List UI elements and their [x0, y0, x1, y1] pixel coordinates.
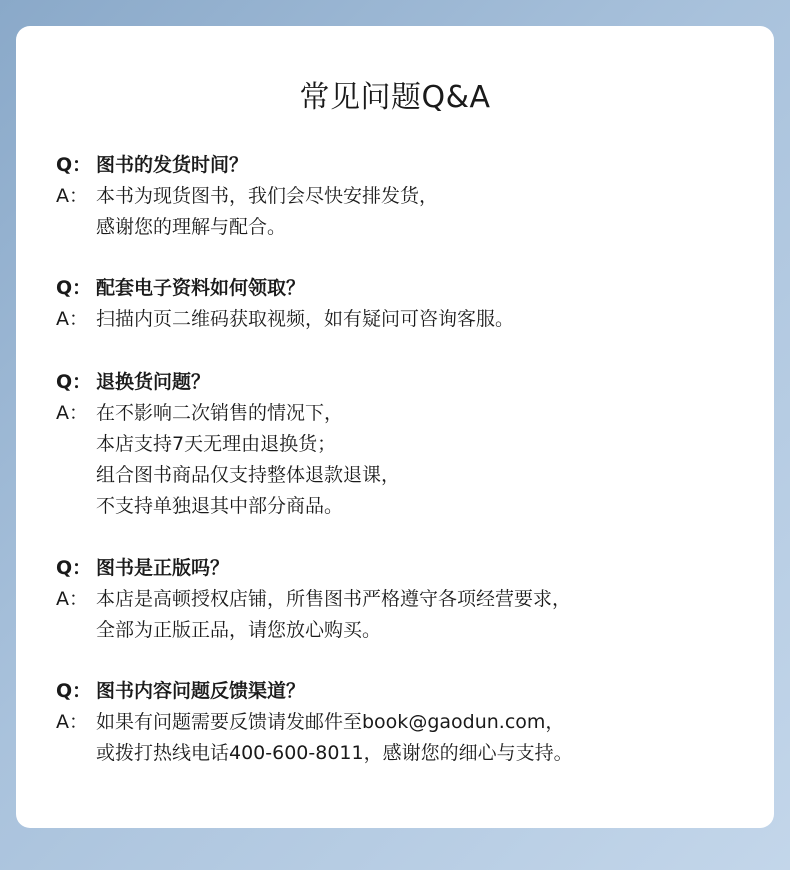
answer-line: 感谢您的理解与配合。: [96, 216, 287, 238]
faq-question: [56, 553, 754, 584]
question-text: 图书是正版吗？: [96, 557, 230, 579]
faq-question: [56, 676, 754, 707]
answer-prefix: A：: [56, 402, 88, 424]
faq-answer: [56, 398, 754, 522]
answer-line: 全部为正版正品，请您放心购买。: [96, 619, 382, 641]
faq-answer: [56, 707, 754, 769]
question-prefix: Q：: [56, 154, 92, 176]
faq-question: [56, 367, 754, 398]
answer-line: 本书为现货图书，我们会尽快安排发货，: [96, 185, 439, 207]
answer-line: 在不影响二次销售的情况下，: [96, 402, 344, 424]
faq-answer: [56, 584, 754, 646]
faq-item-digital-materials: [56, 273, 754, 335]
faq-item-returns: [56, 367, 754, 522]
answer-prefix: A：: [56, 185, 88, 207]
faq-item-feedback: [56, 676, 754, 769]
answer-line: 扫描内页二维码获取视频，如有疑问可咨询客服。: [96, 308, 515, 330]
faq-item-authenticity: [56, 553, 754, 646]
faq-question: [56, 273, 754, 304]
answer-prefix: A：: [56, 711, 88, 733]
answer-line: 不支持单独退其中部分商品。: [96, 495, 344, 517]
faq-answer: [56, 304, 754, 335]
faq-answer: [56, 181, 754, 243]
faq-question: [56, 150, 754, 181]
question-text: 配套电子资料如何领取？: [96, 277, 306, 299]
answer-prefix: A：: [56, 308, 88, 330]
question-text: 图书内容问题反馈渠道？: [96, 680, 306, 702]
faq-card: [16, 26, 774, 828]
answer-prefix: A：: [56, 588, 88, 610]
question-prefix: Q：: [56, 371, 92, 393]
question-prefix: Q：: [56, 557, 92, 579]
question-prefix: Q：: [56, 277, 92, 299]
faq-item-shipping-time: [56, 150, 754, 243]
answer-line: 本店支持7天无理由退换货；: [96, 433, 337, 455]
question-text: 图书的发货时间？: [96, 154, 249, 176]
answer-line: 或拨打热线电话400-600-8011，感谢您的细心与支持。: [96, 742, 573, 764]
question-prefix: Q：: [56, 680, 92, 702]
answer-line: 组合图书商品仅支持整体退款退课，: [96, 464, 401, 486]
question-text: 退换货问题？: [96, 371, 211, 393]
answer-line: 如果有问题需要反馈请发邮件至book@gaodun.com，: [96, 711, 565, 733]
answer-line: 本店是高顿授权店铺，所售图书严格遵守各项经营要求，: [96, 588, 572, 610]
page-title: 常见问题Q&A: [299, 80, 491, 115]
